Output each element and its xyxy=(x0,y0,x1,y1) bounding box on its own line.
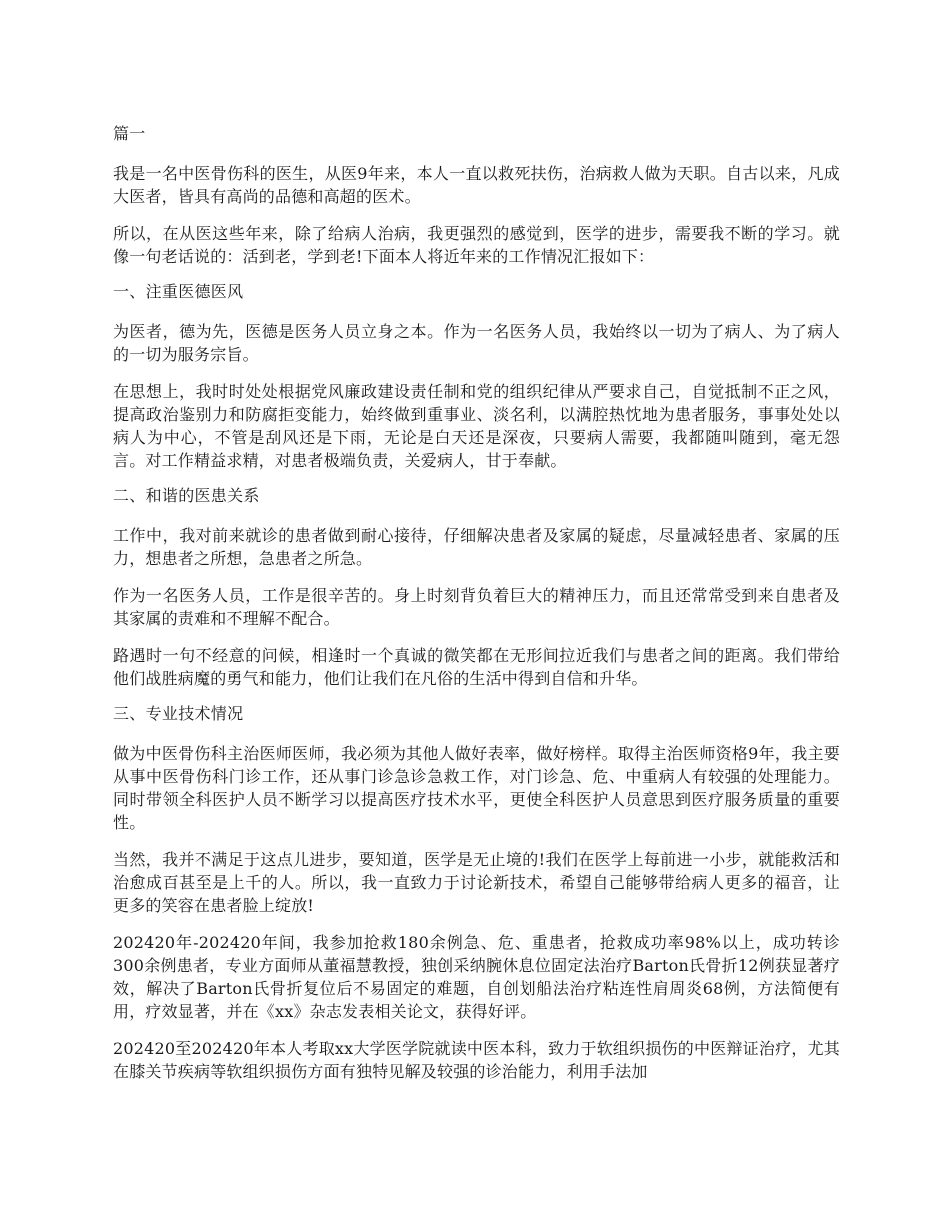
paragraph: 我是一名中医骨伤科的医生，从医9年来，本人一直以救死扶伤，治病救人做为天职。自古以来，凡成大医者，皆具有高尚的品德和高超的医术。 xyxy=(113,164,840,206)
section-heading: 三、专业技术情况 xyxy=(113,704,244,723)
paragraph: 作为一名医务人员，工作是很辛苦的。身上时刻背负着巨大的精神压力，而且还常常受到来自患者及其家属的责难和不理解不配合。 xyxy=(113,586,840,628)
document-body xyxy=(113,124,840,1097)
paragraph: 202420至202420年本人考取xx大学医学院就读中医本科，致力于软组织损伤的中医辩证治疗，尤其在膝关节疾病等软组织损伤方面有独特见解及较强的诊治能力，利用手法加 xyxy=(113,1039,840,1081)
paragraph: 202420年-202420年间，我参加抢救180余例急、危、重患者，抢救成功率98%以上，成功转诊300余例患者，专业方面师从董福慧教授，独创采纳腕休息位固定法治疗Barton氏骨折12例获显著疗效，解决了Barton氏骨折复位后不易固定的难题，自创划船法治疗粘连性肩周炎68例，方法简便有用，疗效显著，并在《xx》杂志发表相关论文，获得好评。 xyxy=(113,933,840,1021)
paragraph: 路遇时一句不经意的问候，相逢时一个真诚的微笑都在无形间拉近我们与患者之间的距离。我们带给他们战胜病魔的勇气和能力，他们让我们在凡俗的生活中得到自信和升华。 xyxy=(113,646,840,688)
paragraph: 当然，我并不满足于这点儿进步，要知道，医学是无止境的!我们在医学上每前进一小步，就能救活和治愈成百甚至是上千的人。所以，我一直致力于讨论新技术，希望自己能够带给病人更多的福音，让更多的笑容在患者脸上绽放! xyxy=(113,850,840,915)
paragraph: 工作中，我对前来就诊的患者做到耐心接待，仔细解决患者及家属的疑虑，尽量减轻患者、家属的压力，想患者之所想，急患者之所急。 xyxy=(113,526,840,568)
paragraph: 在思想上，我时时处处根据党风廉政建设责任制和党的组织纪律从严要求自己，自觉抵制不正之风，提高政治鉴别力和防腐拒变能力，始终做到重事业、淡名利，以满腔热忱地为患者服务，事事处处以病人为中心，不管是刮风还是下雨，无论是白天还是深夜，只要病人需要，我都随叫随到，毫无怨言。对工作精益求精，对患者极端负责，关爱病人，甘于奉献。 xyxy=(113,382,840,470)
paragraph: 做为中医骨伤科主治医师医师，我必须为其他人做好表率，做好榜样。取得主治医师资格9年，我主要从事中医骨伤科门诊工作，还从事门诊急诊急救工作，对门诊急、危、中重病人有较强的处理能力。同时带领全科医护人员不断学习以提高医疗技术水平，更使全科医护人员意思到医疗服务质量的重要性。 xyxy=(113,744,840,832)
section-heading: 篇一 xyxy=(113,124,146,143)
section-heading: 二、和谐的医患关系 xyxy=(113,486,260,505)
paragraph: 所以，在从医这些年来，除了给病人治病，我更强烈的感觉到，医学的进步，需要我不断的学习。就像一句老话说的：活到老，学到老!下面本人将近年来的工作情况汇报如下： xyxy=(113,224,840,266)
section-heading: 一、注重医德医风 xyxy=(113,282,244,301)
paragraph: 为医者，德为先，医德是医务人员立身之本。作为一名医务人员，我始终以一切为了病人、为了病人的一切为服务宗旨。 xyxy=(113,322,840,364)
